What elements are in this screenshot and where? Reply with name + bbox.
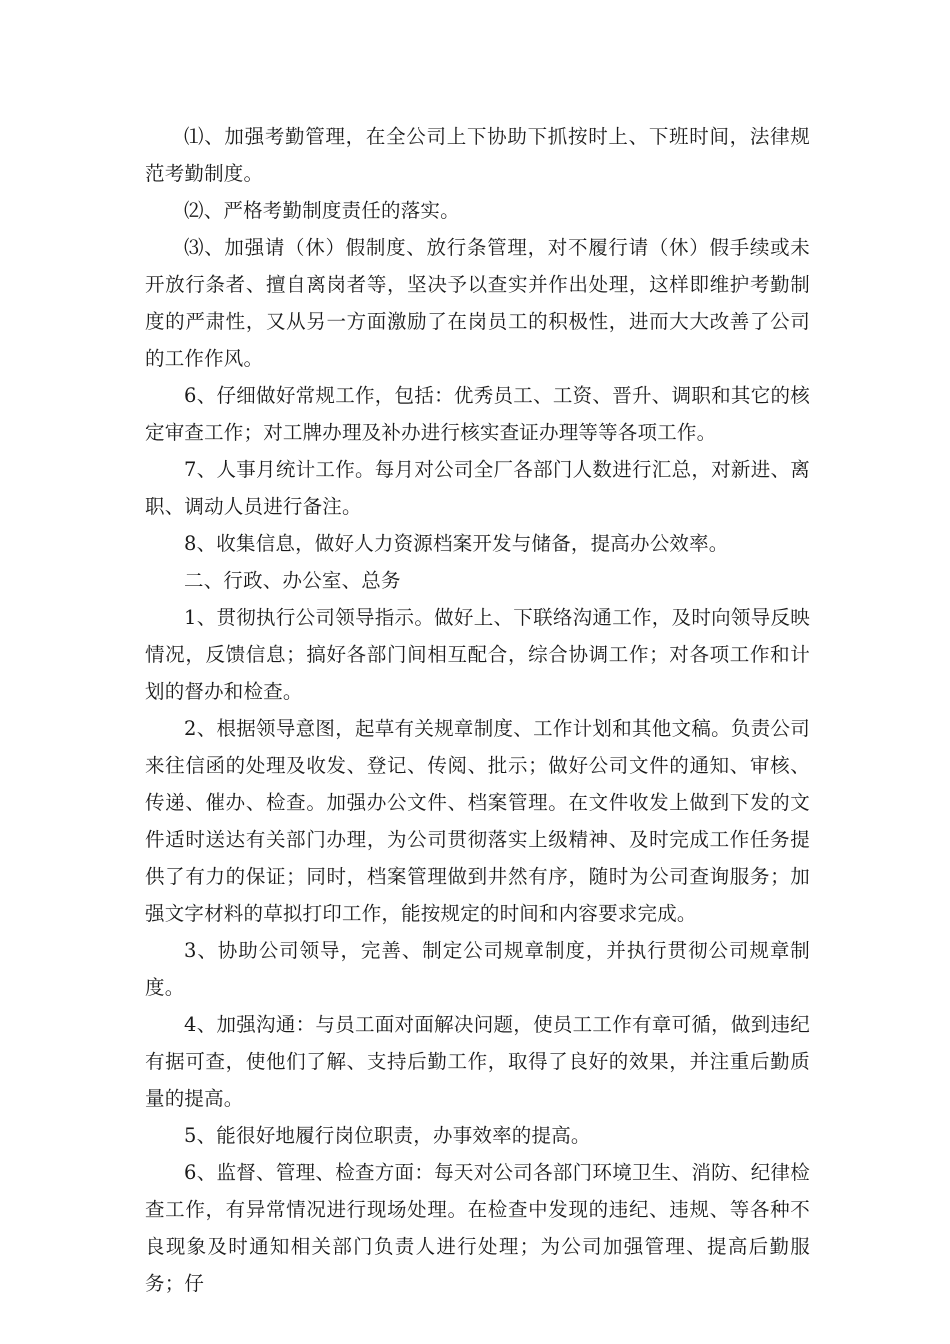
paragraph-job-duties: 5、能很好地履行岗位职责，办事效率的提高。 (184, 1124, 591, 1147)
paragraph-information-collection: 8、收集信息，做好人力资源档案开发与储备，提高办公效率。 (184, 532, 729, 555)
document-body (145, 118, 810, 1302)
paragraph-rules-and-regulations: 3、协助公司领导，完善、制定公司规章制度，并执行贯彻公司规章制度。 (145, 939, 810, 999)
paragraph-routine-work: 6、仔细做好常规工作，包括：优秀员工、工资、晋升、调职和其它的核定审查工作；对工牌办理及补办进行核实查证办理等等各项工作。 (145, 384, 810, 444)
paragraph-monthly-statistics: 7、人事月统计工作。每月对公司全厂各部门人数进行汇总，对新进、离职、调动人员进行备注。 (145, 458, 810, 518)
paragraph-leave-management: ⑶、加强请（休）假制度、放行条管理，对不履行请（休）假手续或未开放行条者、擅自离岗者等，坚决予以查实并作出处理，这样即维护考勤制度的严肃性，又从另一方面激励了在岗员工的积极性，进而大大改善了公司的工作作风。 (145, 236, 810, 370)
paragraph-leadership-instructions: 1、贯彻执行公司领导指示。做好上、下联络沟通工作，及时向领导反映情况，反馈信息；搞好各部门间相互配合，综合协调工作；对各项工作和计划的督办和检查。 (145, 606, 810, 703)
paragraph-attendance-responsibility: ⑵、严格考勤制度责任的落实。 (184, 199, 460, 222)
paragraph-communication: 4、加强沟通：与员工面对面解决问题，使员工工作有章可循，做到违纪有据可查，使他们了解、支持后勤工作，取得了良好的效果，并注重后勤质量的提高。 (145, 1013, 810, 1110)
paragraph-document-drafting: 2、根据领导意图，起草有关规章制度、工作计划和其他文稿。负责公司来往信函的处理及收发、登记、传阅、批示；做好公司文件的通知、审核、传递、催办、检查。加强办公文件、档案管理。在文件收发上做到下发的文件适时送达有关部门办理，为公司贯彻落实上级精神、及时完成工作任务提供了有力的保证；同时，档案管理做到井然有序，随时为公司查询服务；加强文字材料的草拟打印工作，能按规定的时间和内容要求完成。 (145, 717, 810, 925)
section-heading-administration: 二、行政、办公室、总务 (184, 569, 401, 592)
paragraph-attendance-management: ⑴、加强考勤管理，在全公司上下协助下抓按时上、下班时间，法律规范考勤制度。 (145, 125, 810, 185)
paragraph-supervision-inspection: 6、监督、管理、检查方面：每天对公司各部门环境卫生、消防、纪律检查工作，有异常情况进行现场处理。在检查中发现的违纪、违规、等各种不良现象及时通知相关部门负责人进行处理；为公司加强管理、提高后勤服务；仔 (145, 1161, 810, 1295)
